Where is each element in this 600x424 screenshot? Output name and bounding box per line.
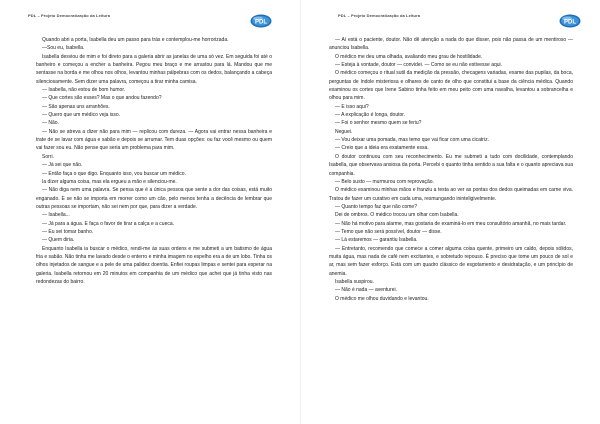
paragraph: Isabella suspirou. <box>335 278 374 285</box>
paragraph: — Temo que não será possível, doutor — disse. <box>335 228 442 235</box>
paragraph: — Então faça o que digo. Enquanto isso, vou buscar um médico. <box>42 170 186 177</box>
paragraph: — Aí está o paciente, doutor. Não dê atenção a nada do que disser, pois não passa de um mentiroso — anunciou Isabella. <box>329 37 573 52</box>
paragraph: — Isabella... <box>42 212 70 219</box>
paragraph: — Não é nada — aventurei. <box>335 287 397 294</box>
pdl-logo-icon <box>559 14 581 28</box>
paragraph: — Esteja à vontade, doutor — convidei. — Como se eu não estivesse aqui. <box>335 62 503 69</box>
paragraph: Quando abri a porta, Isabella deu um passo para trás e contemplou-me horrorizada. <box>42 37 229 43</box>
left-page-header <box>0 12 300 24</box>
paragraph: — Eu sei tomar banho. <box>42 228 94 235</box>
right-page <box>300 0 600 424</box>
paragraph: — São apenas uns arranhões. <box>42 103 110 110</box>
paragraph: — Já para a água. E faça o favor de tirar a calça e a cueca. <box>42 220 175 227</box>
pdl-logo-text: PDL <box>255 19 267 26</box>
paragraph: — Não se atreva a dizer não para mim — replicou com dureza. — Agora vai entrar nessa banheira e trate de se lavar com água e sabão e depois se arrumar. Tem duas opções: ou faz você mesmo ou quem vai fazer sou eu. Não pense que seria um problema para mim. <box>36 128 272 152</box>
paragraph: Dei de ombros. O médico trocou um olhar com Isabella. <box>335 212 459 219</box>
paragraph: — Que cortes são esses? Mas o que andou fazendo? <box>42 95 162 102</box>
paragraph: — Já sei que não. <box>42 162 83 169</box>
paragraph: — Isabella, não estou de bom humor. <box>42 87 126 94</box>
paragraph: Ia dizer alguma coisa, mas ela ergueu a mão e silenciou-me. <box>42 178 177 185</box>
paragraph: — Foi o senhor mesmo quem se feriu? <box>335 120 422 127</box>
left-header-title: PDL – Projeto Democratização da Leitura <box>28 13 111 18</box>
paragraph: O médico examinou minhas mãos e franziu a testa ao ver as pontas dos dedos queimadas em carne viva. Tratou de fazer um curativo em cada uma, resmungando ininteligivelmente. <box>329 187 573 202</box>
paragraph: — Entretanto, recomendo que comece a comer alguma coisa quente, primeiro um caldo, depois sólidos, muita água, mas nada de café nem excitantes, e sobretudo repouso. É preciso que tome um pouco de sol e ar, mas sem fazer esforço. Está com um quadro clássico de esgotamento e desidratação, e um princípio de anemia. <box>329 245 573 277</box>
paragraph: — Não. <box>42 120 59 127</box>
paragraph: O doutor continuou com seu reconhecimento. Eu me submeti a tudo com docilidade, contemplando Isabella, que observava ansiosa da porta. Percebi o quanto tinha sentido a sua falta e o quanto apreciava sua companhia. <box>329 153 573 177</box>
paragraph: — Quanto tempo faz que não come? <box>335 203 417 210</box>
paragraph: Sorri. <box>42 153 54 160</box>
paragraph: — E isso aqui? <box>335 103 369 110</box>
right-page-body <box>329 36 573 303</box>
paragraph: — Belo susto — murmurou com reprovação. <box>335 178 434 185</box>
paragraph: O médico começou o ritual sutil da medição da pressão, checagens variadas, exame das pupilas, da boca, perguntas de índole misteriosa e olhares de canto de olho que constitui a base da ciência médica. Quando examinou os cortes que Irene Sabino tinha feito em meu peito com uma navalha, levantou a sobrancelha e olhou para mim. <box>329 70 573 102</box>
paragraph: — Quem diria. <box>42 237 75 244</box>
paragraph: O médico me olhou duvidando e levantou. <box>335 295 429 302</box>
paragraph: — Lá estaremos — garantiu Isabella. <box>335 237 418 244</box>
paragraph: Enquanto Isabella ia buscar o médico, rendi-me às suas ordens e me submeti a um batismo de água fria e sabão. Não tinha me lavado desde o enterro e minha imagem no espelho era a de um lobo. Tinha os olhos injetados de sangue e a pele de uma palidez doentia. Enfiei roupas limpas e sentei para esperar na galeria. Isabella retornou em 20 minutos em companhia de um médico que achei que já tinha visto nas redondezas do bairro. <box>36 245 272 285</box>
paragraph: — Creio que a ideia era exatamente essa. <box>335 145 429 152</box>
page-divider <box>300 0 301 424</box>
right-header-title: PDL – Projeto Democratização da Leitura <box>338 13 421 18</box>
paragraph: — Não há motivo para alarme, mas gostaria de examiná-lo em meu consultório amanhã, no mais tardar. <box>335 220 567 227</box>
paragraph: — A explicação é longa, doutor. <box>335 112 406 119</box>
paragraph: — Quero que um médico veja isso. <box>42 112 121 119</box>
right-page-header <box>300 12 600 24</box>
paragraph: O médico me deu uma olhada, avaliando meu grau de hostilidade. <box>335 53 483 60</box>
left-page-body <box>36 36 272 286</box>
pdl-logo-icon <box>250 14 272 28</box>
paragraph: Neguei. <box>335 128 353 135</box>
pdl-logo-text: PDL <box>564 19 576 26</box>
paragraph: — Não diga nem uma palavra. Se pensa que é a única pessoa que sente a dor das coisas, está muito enganado. E se não se importa em morrer como um cão, pelo menos tenha a decência de lembrar que outras pessoas se importam, não sei nem por que, para dizer a verdade. <box>36 187 272 210</box>
paragraph: — Vou deixar uma pomada, mas temo que vai ficar com uma cicatriz. <box>335 137 489 144</box>
paragraph: —Sou eu, Isabella. <box>42 45 85 52</box>
paragraph: Isabella desviou de mim e foi direto para a galeria abrir as janelas de uma só vez. Em seguida foi até o banheiro e começou a encher a banheira. Pegou meu braço e me arrastou para lá. Mandou que me sentasse na borda e me olhou nos olhos, levantou minhas pálpebras com os dedos, balançando a cabeça silenciosamente. Sem dizer uma palavra, começou a tirar minha camisa. <box>36 53 272 85</box>
